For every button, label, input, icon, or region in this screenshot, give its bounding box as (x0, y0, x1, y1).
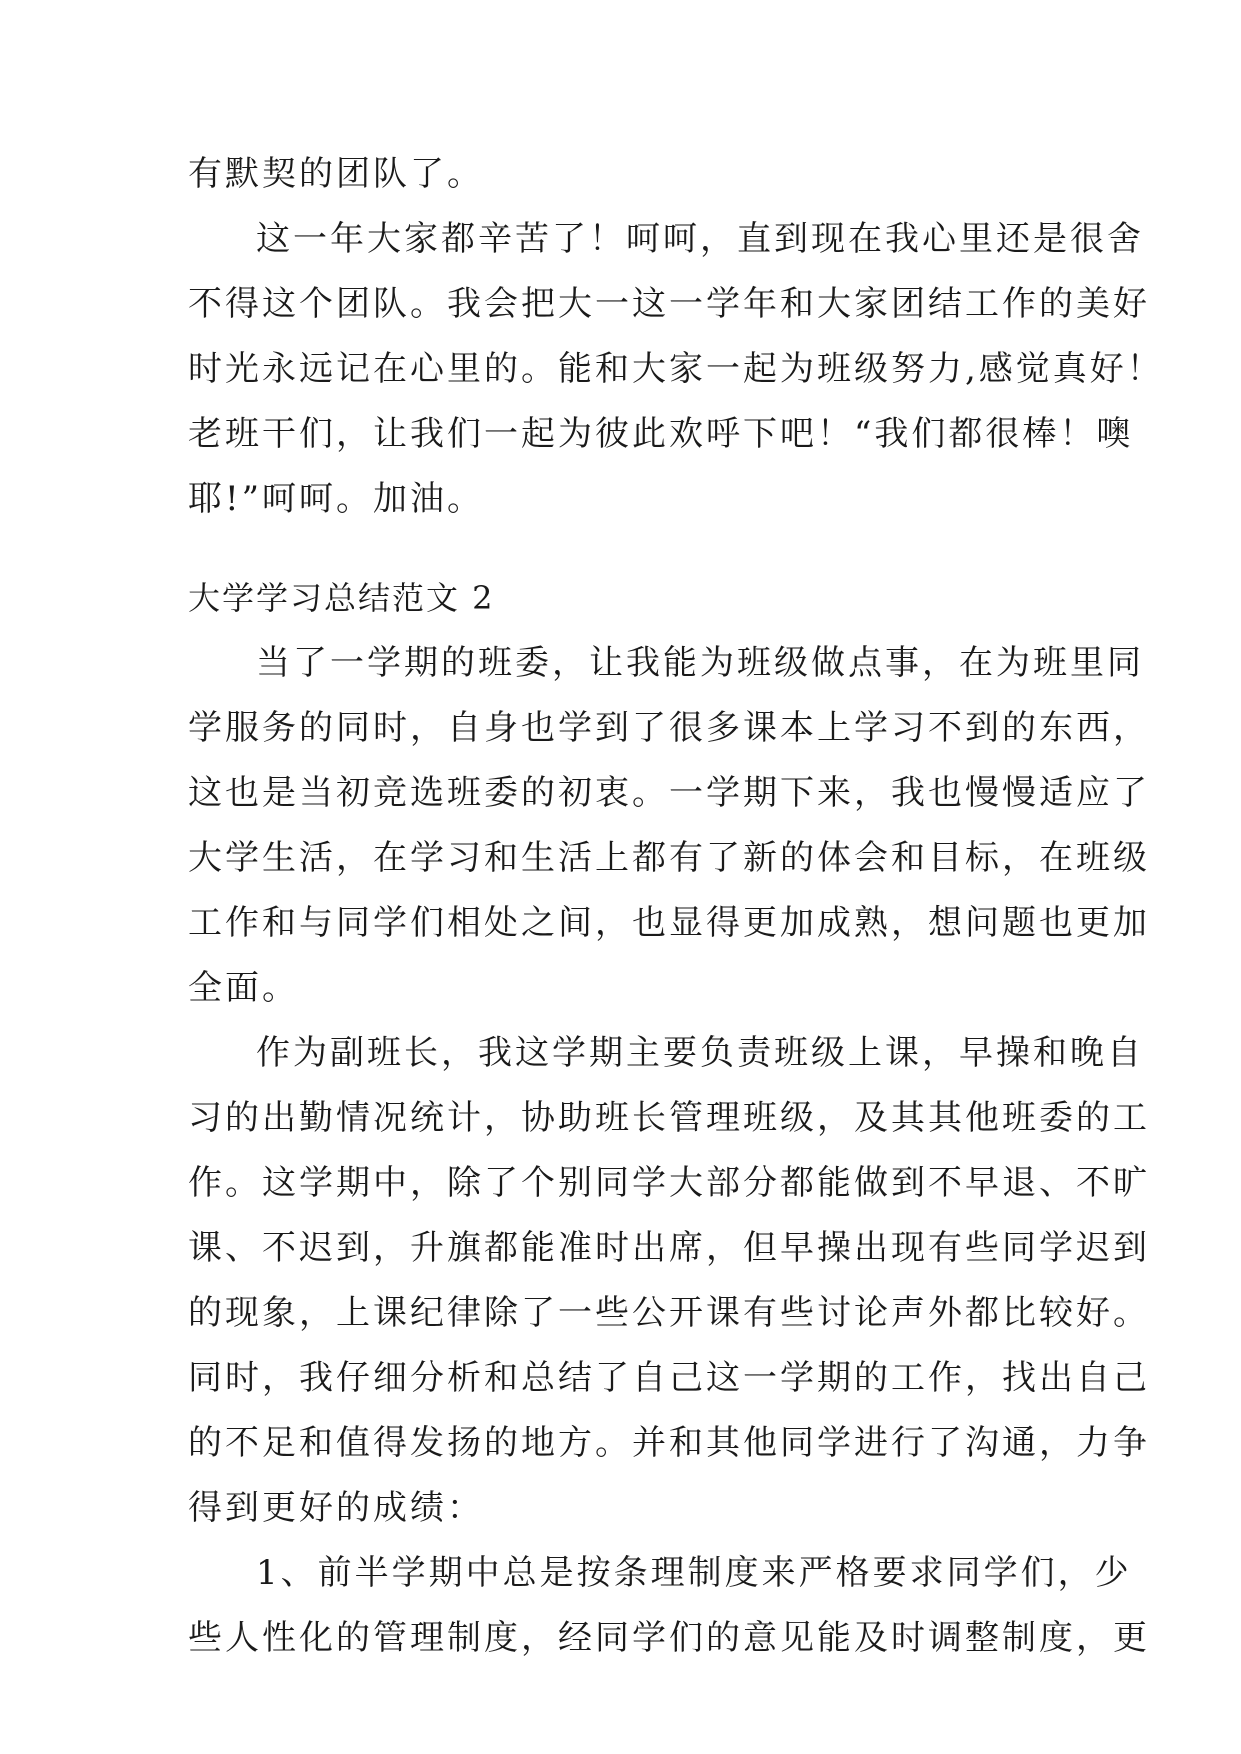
text-line: 作。这学期中，除了个别同学大部分都能做到不早退、不旷 (188, 1163, 1150, 1203)
paragraph-ending (188, 142, 1058, 207)
text-line: 作为副班长，我这学期主要负责班级上课，早操和晚自 (256, 1033, 1144, 1073)
text-line: 1、前半学期中总是按条理制度来严格要求同学们，少 (256, 1553, 1132, 1593)
text-line: 这也是当初竞选班委的初衷。一学期下来，我也慢慢适应了 (188, 773, 1150, 813)
paragraph-intro (188, 631, 1150, 1021)
text-line: 得到更好的成绩： (188, 1488, 484, 1528)
text-line: 工作和与同学们相处之间，也显得更加成熟，想问题也更加 (188, 903, 1150, 943)
text-line: 课、不迟到，升旗都能准时出席，但早操出现有些同学迟到 (188, 1228, 1150, 1268)
text-line: 这一年大家都辛苦了！呵呵，直到现在我心里还是很舍 (256, 219, 1144, 259)
text-line: 老班干们，让我们一起为彼此欢呼下吧！“我们都很棒！噢 (188, 414, 1134, 454)
text-line: 不得这个团队。我会把大一这一学年和大家团结工作的美好 (188, 284, 1150, 324)
paragraph-thanks (188, 207, 1164, 532)
text-line: 耶!”呵呵。加油。 (188, 479, 485, 519)
section-title-text: 大学学习总结范文 2 (188, 579, 495, 617)
text-line: 当了一学期的班委，让我能为班级做点事，在为班里同 (256, 643, 1144, 683)
text-line: 有默契的团队了。 (188, 154, 484, 194)
text-line: 大学生活，在学习和生活上都有了新的体会和目标，在班级 (188, 838, 1150, 878)
section-title (188, 566, 1058, 631)
text-line: 全面。 (188, 968, 299, 1008)
text-line: 习的出勤情况统计，协助班长管理班级，及其其他班委的工 (188, 1098, 1150, 1138)
text-line: 时光永远记在心里的。能和大家一起为班级努力,感觉真好！ (188, 349, 1164, 389)
paragraph-point-1 (188, 1541, 1150, 1671)
paragraph-duties (188, 1021, 1150, 1541)
text-line: 些人性化的管理制度，经同学们的意见能及时调整制度，更 (188, 1618, 1150, 1658)
text-line: 的现象，上课纪律除了一些公开课有些讨论声外都比较好。 (188, 1293, 1150, 1333)
text-line: 的不足和值得发扬的地方。并和其他同学进行了沟通，力争 (188, 1423, 1150, 1463)
text-line: 学服务的同时，自身也学到了很多课本上学习不到的东西， (188, 708, 1150, 748)
text-line: 同时，我仔细分析和总结了自己这一学期的工作，找出自己 (188, 1358, 1150, 1398)
